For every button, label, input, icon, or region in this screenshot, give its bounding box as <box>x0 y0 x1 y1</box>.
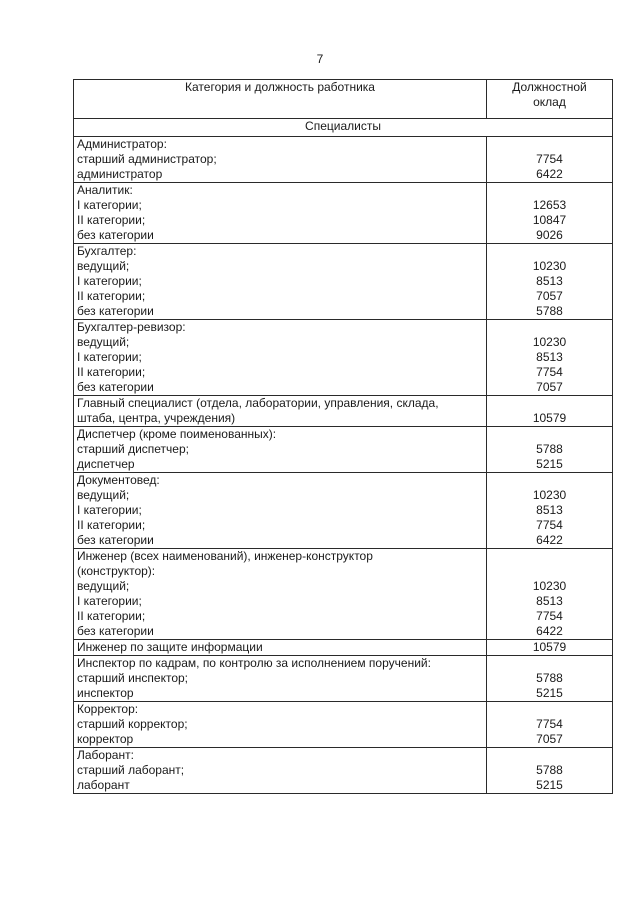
salary-value: 7754 <box>536 609 563 623</box>
position-line: (конструктор): <box>77 564 156 578</box>
position-line: II категории; <box>77 365 146 379</box>
position-line: штаба, центра, учреждения) <box>77 411 236 425</box>
table-row <box>74 427 613 473</box>
position-line: лаборант <box>77 778 130 792</box>
position-line: без категории <box>77 533 154 547</box>
salary-cell <box>487 702 613 748</box>
position-line: I категории; <box>77 274 142 288</box>
position-line: II категории; <box>77 518 146 532</box>
salary-value: 7057 <box>536 289 563 303</box>
position-line: без категории <box>77 304 154 318</box>
position-cell <box>74 137 487 183</box>
salary-value: 5215 <box>536 457 563 471</box>
table-row <box>74 748 613 794</box>
salary-cell <box>487 320 613 396</box>
position-line: старший диспетчер; <box>77 442 189 456</box>
salary-value: 7754 <box>536 717 563 731</box>
salary-value: 10230 <box>532 488 567 502</box>
position-line: старший инспектор; <box>77 671 189 685</box>
position-line: II категории; <box>77 289 146 303</box>
position-cell <box>74 656 487 702</box>
position-line: инспектор <box>77 686 134 700</box>
salary-value <box>490 564 609 579</box>
header-salary-line2: оклад <box>533 95 566 109</box>
table-row <box>74 702 613 748</box>
salary-value <box>490 748 609 763</box>
salary-value: 10230 <box>532 335 567 349</box>
position-cell <box>74 320 487 396</box>
position-cell <box>74 396 487 427</box>
header-salary <box>487 80 613 119</box>
position-line: старший администратор; <box>77 152 217 166</box>
position-line: старший корректор; <box>77 717 188 731</box>
salary-value: 12653 <box>532 198 567 212</box>
salary-value: 5788 <box>536 442 563 456</box>
salary-cell <box>487 656 613 702</box>
salary-value <box>490 427 609 442</box>
table-row <box>74 183 613 244</box>
table-row <box>74 320 613 396</box>
position-line: Корректор: <box>77 702 139 716</box>
position-cell <box>74 748 487 794</box>
table-row <box>74 656 613 702</box>
salary-cell <box>487 137 613 183</box>
salary-value <box>490 137 609 152</box>
salary-value: 7057 <box>536 732 563 746</box>
position-line: Лаборант: <box>77 748 134 762</box>
position-cell <box>74 702 487 748</box>
salary-value <box>490 549 609 564</box>
position-line: Документовед: <box>77 473 160 487</box>
header-category: Категория и должность работника <box>74 80 487 119</box>
position-line: II категории; <box>77 609 146 623</box>
table-row <box>74 396 613 427</box>
header-salary-line1: Должностной <box>512 80 587 94</box>
position-line: корректор <box>77 732 134 746</box>
position-cell <box>74 640 487 656</box>
table-header-row <box>74 80 613 119</box>
salary-value: 7754 <box>536 365 563 379</box>
salary-value: 6422 <box>536 533 563 547</box>
salary-value: 7754 <box>536 518 563 532</box>
table-row <box>74 549 613 640</box>
salary-value: 6422 <box>536 624 563 638</box>
position-line: Администратор: <box>77 137 167 151</box>
salary-value <box>490 473 609 488</box>
position-cell <box>74 244 487 320</box>
position-line: диспетчер <box>77 457 135 471</box>
salary-value: 7754 <box>536 152 563 166</box>
salary-value: 8513 <box>536 503 563 517</box>
position-line: Бухгалтер-ревизор: <box>77 320 186 334</box>
salary-value: 10230 <box>532 579 567 593</box>
salary-cell <box>487 183 613 244</box>
position-line: Бухгалтер: <box>77 244 137 258</box>
salary-value: 10579 <box>532 640 567 654</box>
salary-value <box>490 244 609 259</box>
salary-cell <box>487 427 613 473</box>
position-line: без категории <box>77 624 154 638</box>
salary-value <box>490 320 609 335</box>
position-cell <box>74 427 487 473</box>
position-line: без категории <box>77 228 154 242</box>
position-line: II категории; <box>77 213 146 227</box>
position-line: старший лаборант; <box>77 763 185 777</box>
table-row <box>74 244 613 320</box>
salary-value: 6422 <box>536 167 563 181</box>
section-row <box>74 119 613 137</box>
table-row <box>74 640 613 656</box>
salary-value: 5215 <box>536 778 563 792</box>
salary-cell <box>487 244 613 320</box>
position-line: I категории; <box>77 503 142 517</box>
salary-cell <box>487 748 613 794</box>
position-line: ведущий; <box>77 259 130 273</box>
position-line: Инженер (всех наименований), инженер-конструктор <box>77 549 373 563</box>
position-cell <box>74 183 487 244</box>
position-line: ведущий; <box>77 579 130 593</box>
salary-value: 10230 <box>532 259 567 273</box>
salary-value: 8513 <box>536 350 563 364</box>
salary-cell <box>487 396 613 427</box>
position-line: ведущий; <box>77 488 130 502</box>
position-line: ведущий; <box>77 335 130 349</box>
table-row <box>74 137 613 183</box>
position-line: Диспетчер (кроме поименованных): <box>77 427 277 441</box>
salary-value <box>490 702 609 717</box>
page-number: 7 <box>316 52 324 66</box>
salary-value: 10847 <box>532 213 567 227</box>
position-line: Главный специалист (отдела, лаборатории, управления, склада, <box>77 396 439 410</box>
salary-table <box>73 79 613 794</box>
salary-value: 5788 <box>536 671 563 685</box>
section-title: Специалисты <box>74 119 613 137</box>
position-line: I категории; <box>77 350 142 364</box>
salary-value: 9026 <box>536 228 563 242</box>
salary-value: 7057 <box>536 380 563 394</box>
salary-value: 5788 <box>536 304 563 318</box>
salary-value: 5215 <box>536 686 563 700</box>
position-line: Аналитик: <box>77 183 133 197</box>
position-cell <box>74 473 487 549</box>
position-line: I категории; <box>77 594 142 608</box>
salary-cell <box>487 640 613 656</box>
salary-cell <box>487 473 613 549</box>
salary-value: 8513 <box>536 274 563 288</box>
position-line: Инспектор по кадрам, по контролю за исполнением поручений: <box>77 656 431 670</box>
position-cell <box>74 549 487 640</box>
salary-value <box>490 183 609 198</box>
salary-cell <box>487 549 613 640</box>
salary-value: 10579 <box>532 411 567 425</box>
salary-value: 5788 <box>536 763 563 777</box>
salary-value: 8513 <box>536 594 563 608</box>
table-row <box>74 473 613 549</box>
position-line: I категории; <box>77 198 142 212</box>
position-line: администратор <box>77 167 163 181</box>
position-line: без категории <box>77 380 154 394</box>
position-line: Инженер по защите информации <box>77 640 263 654</box>
salary-value <box>490 656 609 671</box>
